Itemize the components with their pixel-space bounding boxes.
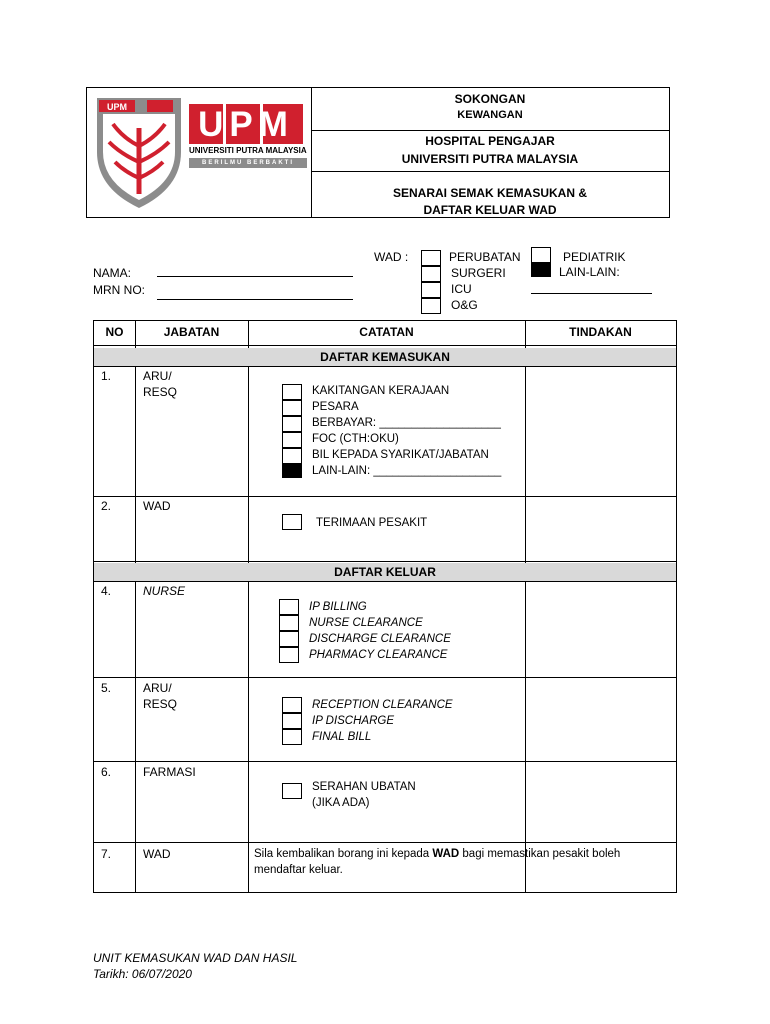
bil-syarikat-checkbox[interactable] xyxy=(282,448,302,464)
header-divider xyxy=(311,130,669,131)
header-divider xyxy=(311,171,669,172)
row-jabatan: FARMASI xyxy=(143,765,196,779)
discharge-clearance-checkbox[interactable] xyxy=(279,631,299,647)
item-label: NURSE CLEARANCE xyxy=(309,617,423,629)
icu-checkbox[interactable] xyxy=(421,282,441,298)
option-surgeri: SURGERI xyxy=(451,266,506,280)
item-label: BIL KEPADA SYARIKAT/JABATAN xyxy=(312,449,489,461)
item-label: DISCHARGE CLEARANCE xyxy=(309,633,451,645)
pesara-checkbox[interactable] xyxy=(282,400,302,416)
university-name: UNIVERSITI PUTRA MALAYSIA xyxy=(189,146,307,155)
row-divider xyxy=(94,842,676,843)
return-note-line-2: mendaftar keluar. xyxy=(254,864,343,876)
return-note: Sila kembalikan borang ini kepada WAD bagi memastikan pesakit boleh xyxy=(254,848,621,860)
header-catatan: CATATAN xyxy=(359,325,414,339)
mrn-label: MRN NO: xyxy=(93,283,145,297)
kewangan-label: KEWANGAN xyxy=(457,109,523,121)
option-og: O&G xyxy=(451,298,478,312)
row-divider xyxy=(94,345,676,346)
hospital-line-1: HOSPITAL PENGAJAR xyxy=(425,134,555,148)
kakitangan-checkbox[interactable] xyxy=(282,384,302,400)
column-divider xyxy=(135,321,136,892)
row-divider xyxy=(94,496,676,497)
pharmacy-clearance-checkbox[interactable] xyxy=(279,647,299,663)
row-jabatan: ARU/ xyxy=(143,369,172,383)
footer-unit: UNIT KEMASUKAN WAD DAN HASIL xyxy=(93,951,298,965)
item-label: IP DISCHARGE xyxy=(312,715,395,727)
header-tindakan: TINDAKAN xyxy=(569,325,632,339)
row-jabatan: WAD xyxy=(143,847,171,861)
row-divider xyxy=(94,677,676,678)
form-title-line-1: SENARAI SEMAK KEMASUKAN & xyxy=(392,186,587,200)
svg-text:UPM: UPM xyxy=(107,102,127,112)
header-jabatan: JABATAN xyxy=(163,325,220,339)
item-label: TERIMAAN PESAKIT xyxy=(316,517,428,529)
row-no: 4. xyxy=(101,584,112,598)
row-no: 5. xyxy=(101,681,112,695)
row-no: 7. xyxy=(101,847,112,861)
pediatrik-checkbox[interactable] xyxy=(531,247,551,263)
surgeri-checkbox[interactable] xyxy=(421,266,441,282)
lain-lain-checkbox[interactable] xyxy=(531,263,551,277)
university-motto: BERILMU BERBAKTI xyxy=(189,158,307,168)
row-no: 2. xyxy=(101,499,112,513)
lain-lain-row-checkbox[interactable] xyxy=(282,464,302,478)
item-label: LAIN-LAIN: ____________________ xyxy=(312,465,502,477)
row-jabatan: NURSE xyxy=(143,584,186,598)
lain-lain-field[interactable] xyxy=(531,293,652,294)
option-lain-lain: LAIN-LAIN: xyxy=(559,265,620,279)
sokongan-label: SOKONGAN xyxy=(454,92,526,106)
ip-billing-checkbox[interactable] xyxy=(279,599,299,615)
section-daftar-keluar: DAFTAR KELUAR xyxy=(94,563,676,581)
hospital-line-2: UNIVERSITI PUTRA MALAYSIA xyxy=(401,152,579,166)
row-divider xyxy=(94,581,676,582)
section-daftar-kemasukan: DAFTAR KEMASUKAN xyxy=(94,348,676,366)
row-divider xyxy=(94,366,676,367)
ip-discharge-checkbox[interactable] xyxy=(282,713,302,729)
final-bill-checkbox[interactable] xyxy=(282,729,302,745)
nama-label: NAMA: xyxy=(93,266,132,280)
header-titles xyxy=(311,88,669,217)
option-icu: ICU xyxy=(451,282,472,296)
header-no: NO xyxy=(105,325,124,339)
row-divider xyxy=(94,761,676,762)
row-no: 6. xyxy=(101,765,112,779)
serahan-ubatan-checkbox[interactable] xyxy=(282,783,302,799)
item-label: FOC (CTH:OKU) xyxy=(312,433,399,445)
nama-field[interactable] xyxy=(157,276,353,277)
item-label: IP BILLING xyxy=(309,601,367,613)
item-label: BERBAYAR: ___________________ xyxy=(312,417,501,429)
row-jabatan: WAD xyxy=(143,499,171,513)
berbayar-checkbox[interactable] xyxy=(282,416,302,432)
checklist-table xyxy=(93,320,677,893)
document-header xyxy=(86,87,670,218)
item-label: (JIKA ADA) xyxy=(312,797,370,809)
form-title-line-2: DAFTAR KELUAR WAD xyxy=(423,203,557,217)
option-perubatan: PERUBATAN xyxy=(449,250,521,264)
og-checkbox[interactable] xyxy=(421,298,441,314)
row-divider xyxy=(94,561,676,562)
terimaan-checkbox[interactable] xyxy=(282,514,302,530)
reception-clearance-checkbox[interactable] xyxy=(282,697,302,713)
item-label: SERAHAN UBATAN xyxy=(312,781,416,793)
item-label: PESARA xyxy=(312,401,359,413)
foc-checkbox[interactable] xyxy=(282,432,302,448)
item-label: PHARMACY CLEARANCE xyxy=(309,649,448,661)
perubatan-checkbox[interactable] xyxy=(421,250,441,266)
footer-date: Tarikh: 06/07/2020 xyxy=(93,967,192,981)
item-label: FINAL BILL xyxy=(312,731,372,743)
column-divider xyxy=(248,321,249,892)
column-divider xyxy=(525,321,526,892)
mrn-field[interactable] xyxy=(157,299,353,300)
row-no: 1. xyxy=(101,369,112,383)
option-pediatrik: PEDIATRIK xyxy=(563,250,626,264)
wad-label: WAD : xyxy=(374,250,409,264)
row-jabatan: ARU/ xyxy=(143,681,172,695)
upm-wordmark: UPM xyxy=(198,105,294,144)
row-jabatan: RESQ xyxy=(143,385,178,399)
upm-logo xyxy=(87,88,312,217)
nurse-clearance-checkbox[interactable] xyxy=(279,615,299,631)
item-label: KAKITANGAN KERAJAAN xyxy=(312,385,450,397)
row-jabatan: RESQ xyxy=(143,697,178,711)
item-label: RECEPTION CLEARANCE xyxy=(312,699,453,711)
